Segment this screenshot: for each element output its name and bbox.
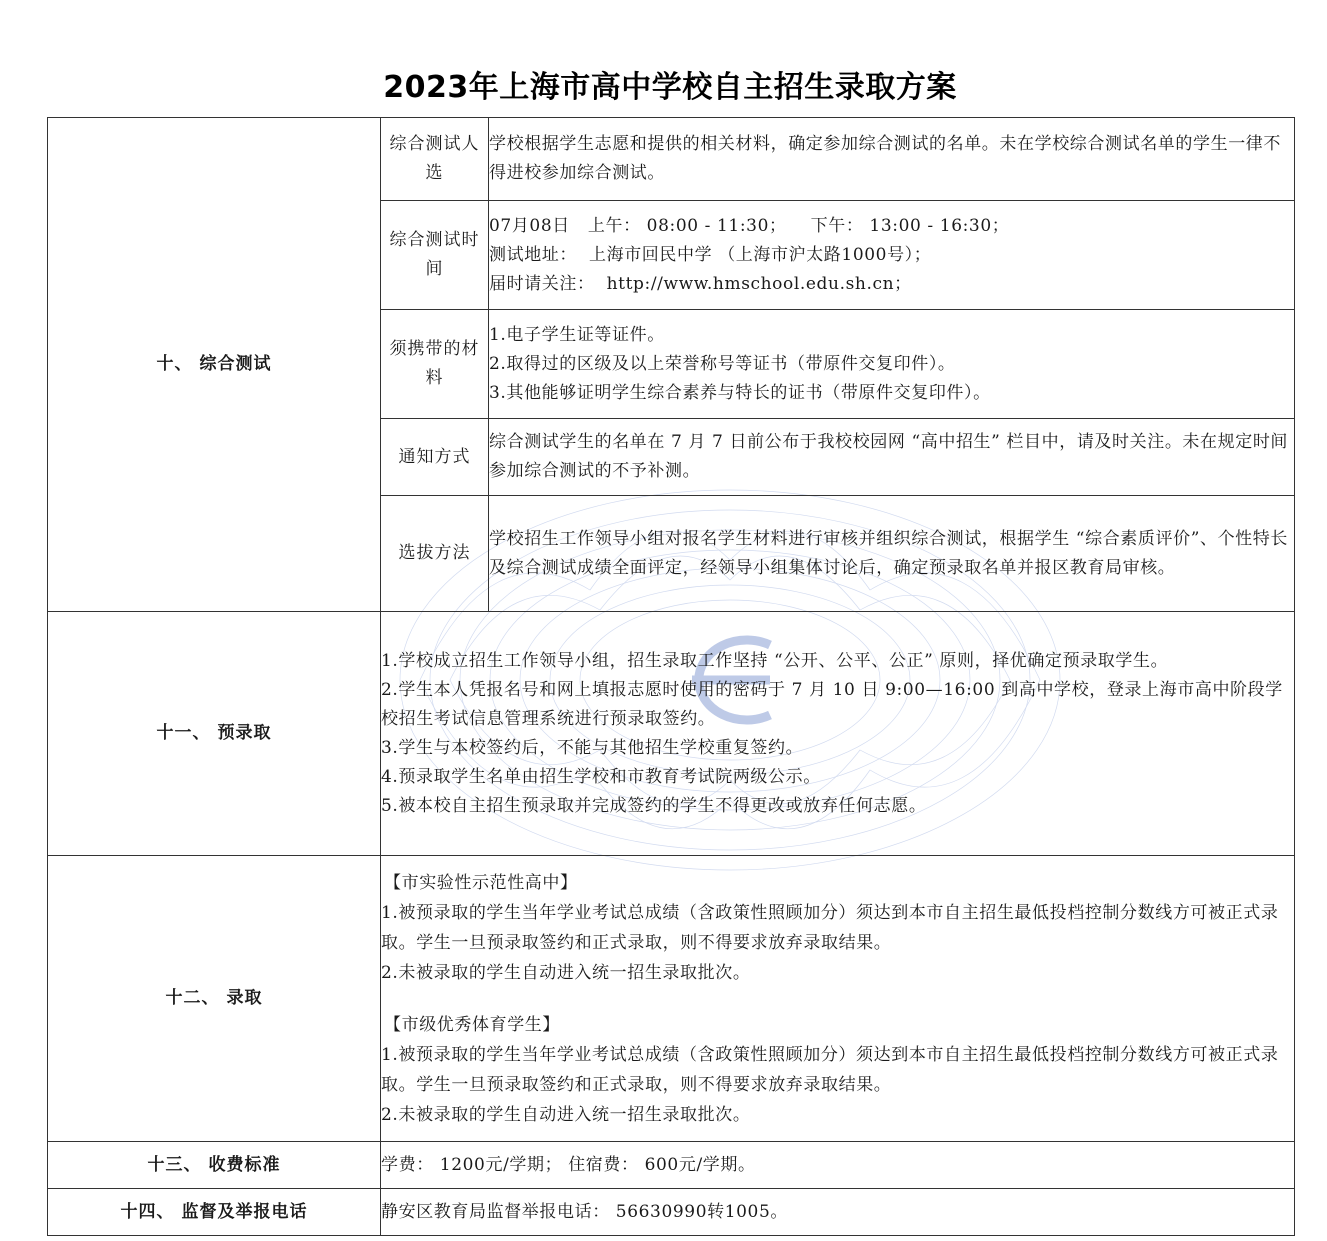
text-line: 综合测试学生的名单在 7 月 7 日前公布于我校校园网 “高中招生” 栏目中，请及时关注。未在规定时间参加综合测试的不予补测。 (489, 432, 1289, 481)
table-row (48, 1189, 1295, 1236)
text-line: 2.学生本人凭报名号和网上填报志愿时使用的密码于 7 月 10 日 9:00—16:00 到高中学校，登录上海市高中阶段学校招生考试信息管理系统进行预录取签约。 (381, 679, 1283, 729)
cell-content (489, 310, 1295, 419)
sub-label: 综合测试人选 (381, 118, 489, 201)
text-line: 3.其他能够证明学生综合素养与特长的证书（带原件交复印件）。 (489, 382, 991, 403)
hotline-text: 静安区教育局监督举报电话： 56630990转1005。 (381, 1189, 1295, 1236)
cell-content (489, 419, 1295, 496)
cell-content (489, 201, 1295, 310)
cell-content (381, 856, 1295, 1142)
text-line: 3.学生与本校签约后，不能与其他招生学校重复签约。 (381, 737, 804, 758)
table-row (48, 1142, 1295, 1189)
admission-table (47, 117, 1295, 1236)
section-label-11: 十一、 预录取 (48, 612, 381, 856)
text-line: 07月08日 上午： 08:00 - 11:30； 下午： 13:00 - 16:30； (489, 215, 1010, 236)
sub-label: 综合测试时间 (381, 201, 489, 310)
cell-content (489, 496, 1295, 612)
sub-label: 须携带的材料 (381, 310, 489, 419)
cell-content (489, 118, 1295, 201)
text-line: 学校招生工作领导小组对报名学生材料进行审核并组织综合测试，根据学生 “综合素质评价”、个性特长及综合测试成绩全面评定，经领导小组集体讨论后，确定预录取名单并报区教育局审核。 (489, 528, 1288, 578)
table-row (48, 856, 1295, 1142)
text-line: 2.未被录取的学生自动进入统一招生录取批次。 (381, 962, 751, 983)
text-line: 学校根据学生志愿和提供的相关材料，确定参加综合测试的名单。未在学校综合测试名单的学生一律不得进校参加综合测试。 (489, 134, 1281, 183)
text-line: 1.被预录取的学生当年学业考试总成绩（含政策性照顾加分）须达到本市自主招生最低投档控制分数线方可被正式录取。学生一旦预录取签约和正式录取，则不得要求放弃录取结果。 (381, 902, 1279, 953)
table-row (48, 612, 1295, 856)
text-line: 1.电子学生证等证件。 (489, 324, 665, 345)
text-line: 测试地址： 上海市回民中学 （上海市沪太路1000号）； (489, 244, 932, 265)
page-title: 2023年上海市高中学校自主招生录取方案 (383, 70, 957, 105)
text-line: 2.未被录取的学生自动进入统一招生录取批次。 (381, 1104, 751, 1125)
sub-label: 通知方式 (381, 419, 489, 496)
cell-content (381, 612, 1295, 856)
section-label-10: 十、 综合测试 (48, 118, 381, 612)
group-heading: 【市级优秀体育学生】 (384, 1014, 560, 1035)
text-line: 届时请关注： http://www.hmschool.edu.sh.cn； (489, 273, 912, 294)
fee-text: 学费： 1200元/学期； 住宿费： 600元/学期。 (381, 1142, 1295, 1189)
text-line: 2.取得过的区级及以上荣誉称号等证书（带原件交复印件）。 (489, 353, 956, 374)
group-heading: 【市实验性示范性高中】 (384, 872, 578, 893)
text-line: 5.被本校自主招生预录取并完成签约的学生不得更改或放弃任何志愿。 (381, 795, 927, 816)
section-label-13: 十三、 收费标准 (48, 1142, 381, 1189)
sub-label: 选拔方法 (381, 496, 489, 612)
text-line: 4.预录取学生名单由招生学校和市教育考试院两级公示。 (381, 766, 821, 787)
text-line: 1.学校成立招生工作领导小组，招生录取工作坚持 “公开、公平、公正” 原则，择优确定预录取学生。 (381, 650, 1169, 671)
table-row (48, 118, 1295, 201)
text-line: 1.被预录取的学生当年学业考试总成绩（含政策性照顾加分）须达到本市自主招生最低投档控制分数线方可被正式录取。学生一旦预录取签约和正式录取，则不得要求放弃录取结果。 (381, 1044, 1279, 1095)
section-label-12: 十二、 录取 (48, 856, 381, 1142)
section-label-14: 十四、 监督及举报电话 (48, 1189, 381, 1236)
